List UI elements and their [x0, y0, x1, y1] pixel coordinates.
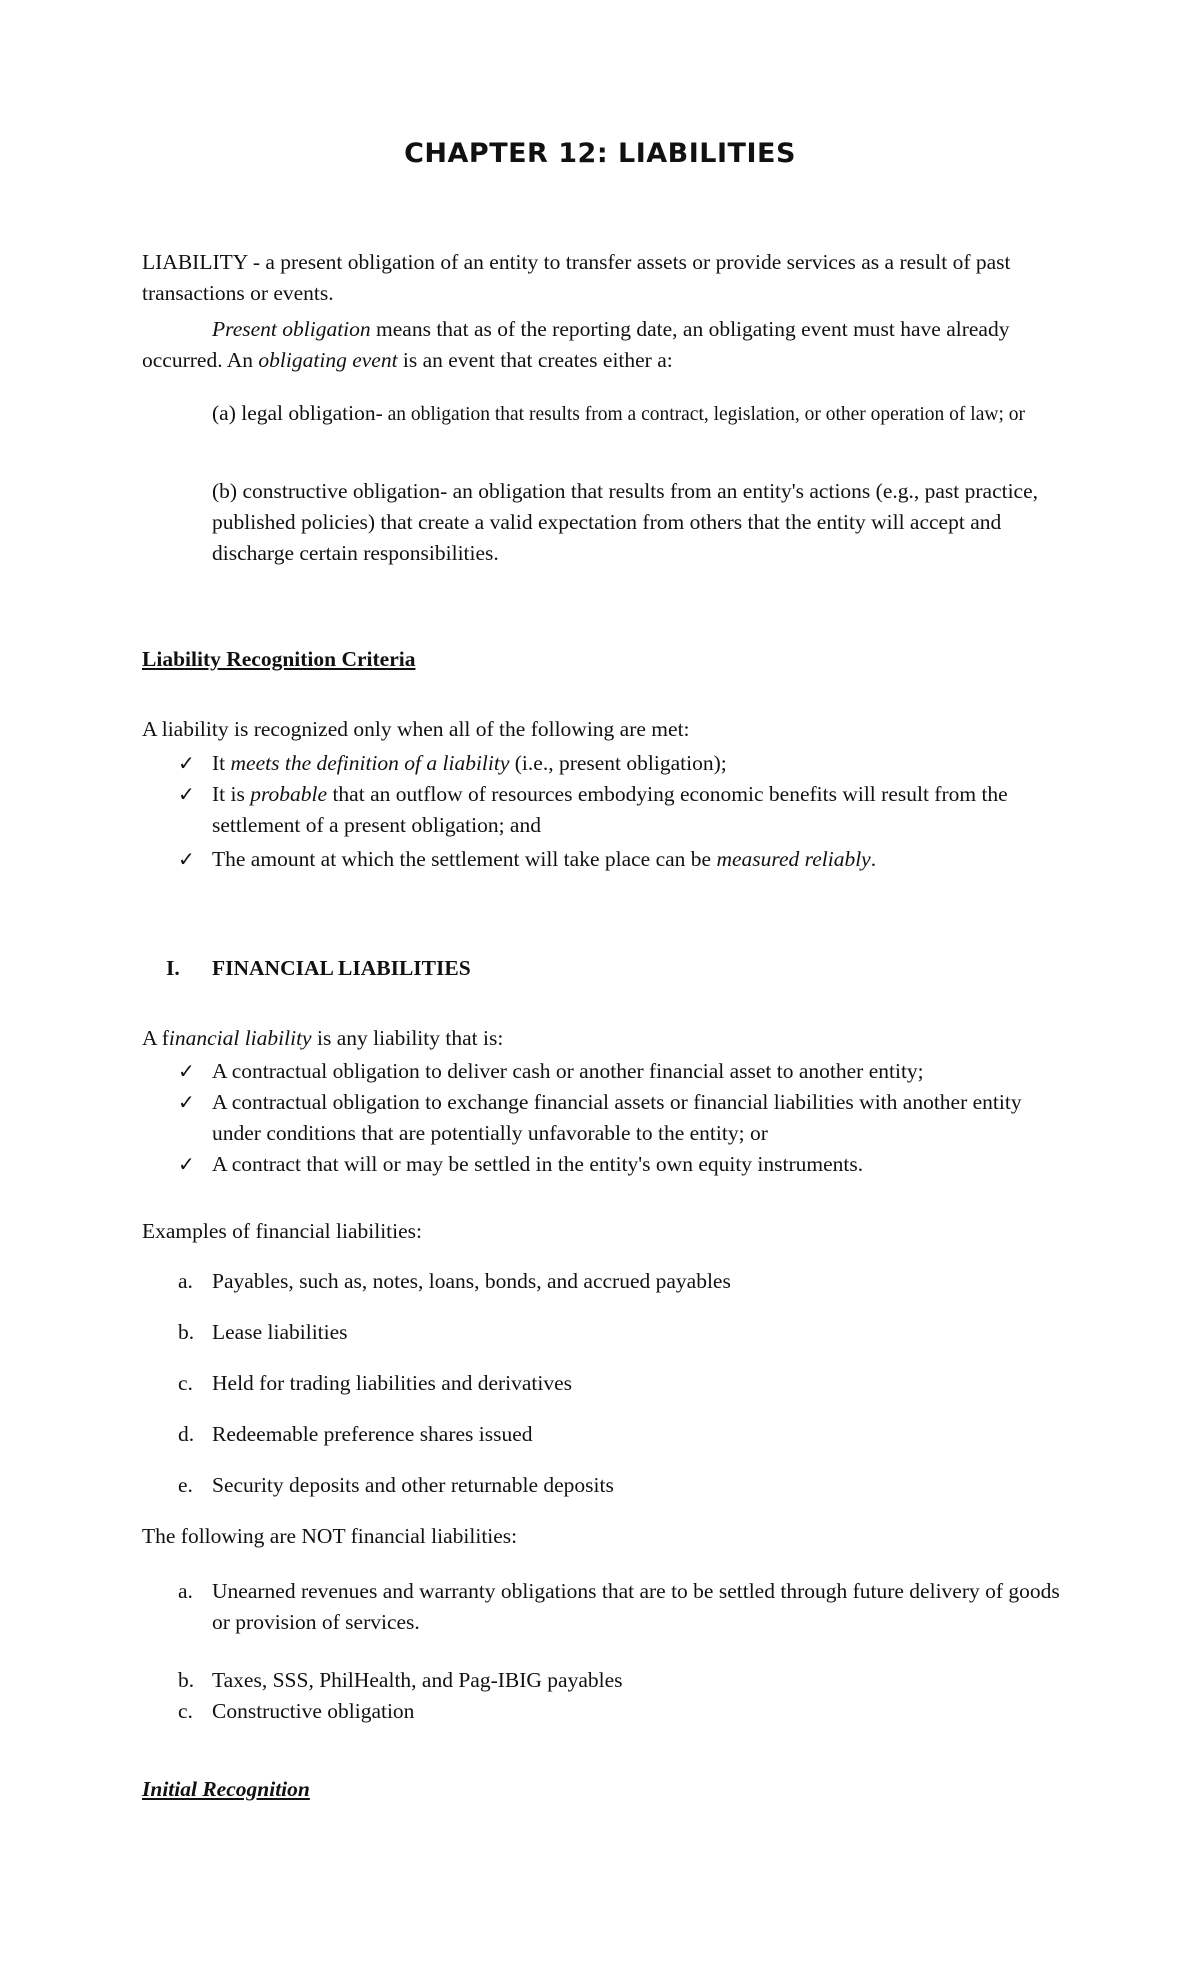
constructive-obligation-item: (b) constructive obligation- an obligation that results from an entity's actions (e.g., past practice, published policies) that create a valid expectation from others that the entity will accept and discharge certain responsibilities. — [212, 479, 1039, 565]
criteria-text: that an outflow of resources embodying economic benefits will result from the settlement of a present obligation; and — [212, 782, 1008, 837]
list-text: Held for trading liabilities and derivatives — [212, 1371, 573, 1395]
criteria-emphasis: meets the definition of a liability — [230, 751, 510, 775]
checkmark-icon: ✓ — [178, 1059, 195, 1083]
obligating-event-text: is an event that creates either a: — [397, 348, 673, 372]
intro-text: A f — [142, 1026, 169, 1050]
legal-obligation-item — [212, 398, 1072, 430]
list-text: Unearned revenues and warranty obligations that are to be settled through future delivery of goods or provision of services. — [212, 1579, 1060, 1634]
definition-text: A contractual obligation to exchange financial assets or financial liabilities with another entity under conditions that are potentially unfavorable to the entity; or — [212, 1090, 1022, 1145]
criteria-text: The amount at which the settlement will take place can be — [212, 847, 717, 871]
criteria-emphasis: probable — [250, 782, 328, 806]
list-letter: a. — [178, 1579, 193, 1603]
liability-definition — [142, 247, 1072, 309]
section-numeral: I. — [166, 956, 180, 980]
obligating-event-term: obligating event — [258, 348, 398, 372]
list-letter: a. — [178, 1269, 193, 1293]
intro-text: is any liability that is: — [311, 1026, 504, 1050]
legal-obligation-text: an obligation that results from a contract, legislation, or other operation of law; or — [382, 404, 1025, 425]
checkmark-icon: ✓ — [178, 751, 195, 775]
list-text: Lease liabilities — [212, 1320, 348, 1344]
list-letter: b. — [178, 1320, 195, 1344]
legal-obligation-label: (a) legal obligation- — [212, 401, 383, 425]
liability-term: LIABILITY — [142, 250, 248, 274]
list-letter: d. — [178, 1422, 195, 1446]
checkmark-icon: ✓ — [178, 1090, 195, 1114]
definition-text: A contract that will or may be settled in the entity's own equity instruments. — [212, 1152, 864, 1176]
not-financial-heading: The following are NOT financial liabilities: — [142, 1524, 518, 1548]
present-obligation-paragraph — [142, 314, 1072, 376]
criteria-text: It is — [212, 782, 251, 806]
liability-definition-text: - a present obligation of an entity to transfer assets or provide services as a result of past transactions or events. — [142, 250, 1011, 305]
list-letter: c. — [178, 1699, 193, 1723]
criteria-emphasis: measured reliably — [716, 847, 871, 871]
checkmark-icon: ✓ — [178, 1152, 195, 1176]
present-obligation-term: Present obligation — [212, 317, 371, 341]
examples-heading: Examples of financial liabilities: — [142, 1219, 423, 1243]
criteria-text: . — [870, 847, 877, 871]
intro-emphasis: inancial liability — [168, 1026, 312, 1050]
present-obligation-text: means that as of the reporting date, an obligating event must have already occurred. An — [142, 317, 1010, 372]
checkmark-icon: ✓ — [178, 782, 195, 806]
recognition-heading: Liability Recognition Criteria — [142, 647, 416, 671]
recognition-intro: A liability is recognized only when all of the following are met: — [142, 717, 690, 741]
list-letter: e. — [178, 1473, 193, 1497]
initial-recognition-heading: Initial Recognition — [142, 1777, 310, 1801]
page-title: CHAPTER 12: LIABILITIES — [404, 138, 796, 169]
list-text: Security deposits and other returnable deposits — [212, 1473, 614, 1497]
list-letter: c. — [178, 1371, 193, 1395]
financial-liability-intro — [142, 1023, 1072, 1054]
criteria-text: (i.e., present obligation); — [509, 751, 727, 775]
list-text: Taxes, SSS, PhilHealth, and Pag-IBIG payables — [212, 1668, 623, 1692]
list-text: Payables, such as, notes, loans, bonds, and accrued payables — [212, 1269, 731, 1293]
checkmark-icon: ✓ — [178, 847, 195, 871]
list-text: Redeemable preference shares issued — [212, 1422, 533, 1446]
section-heading: FINANCIAL LIABILITIES — [212, 956, 471, 980]
criteria-text: It — [212, 751, 231, 775]
definition-text: A contractual obligation to deliver cash or another financial asset to another entity; — [212, 1059, 924, 1083]
list-letter: b. — [178, 1668, 195, 1692]
list-text: Constructive obligation — [212, 1699, 415, 1723]
